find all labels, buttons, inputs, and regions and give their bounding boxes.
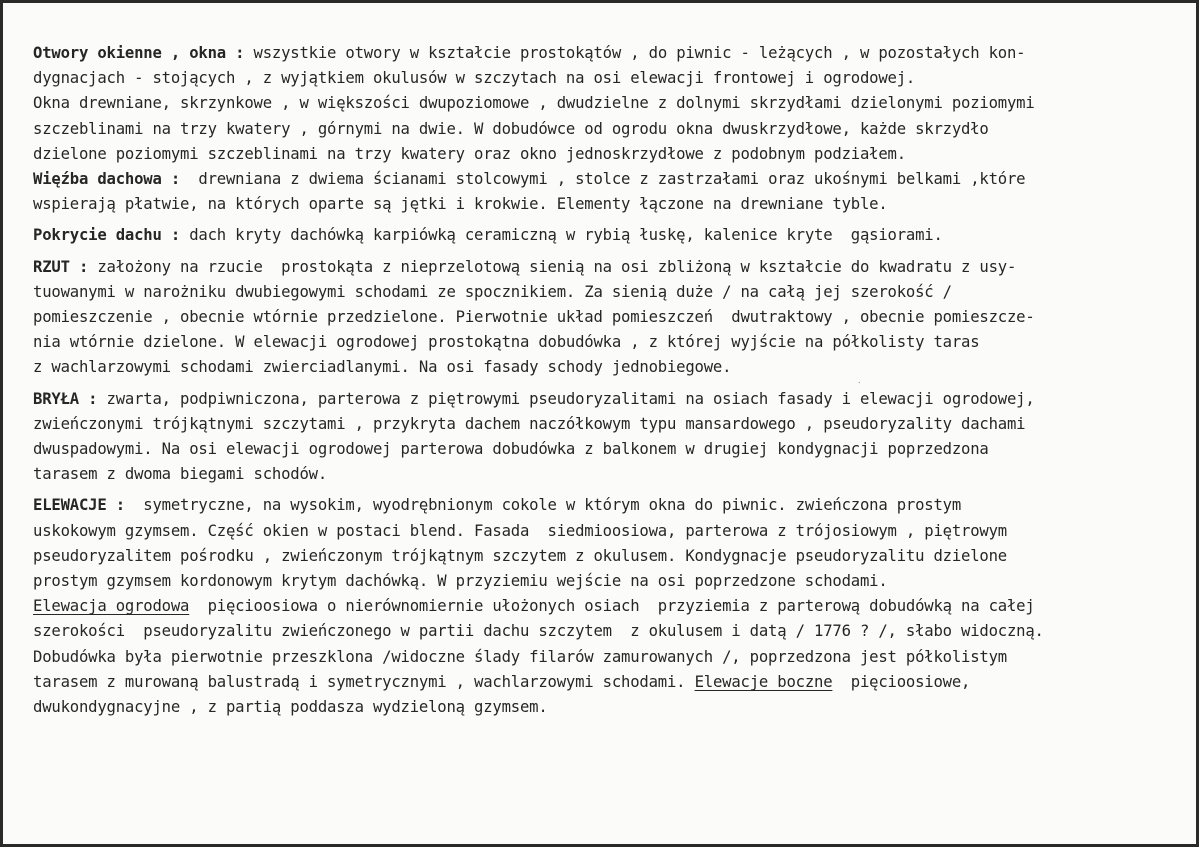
text-line: z wachlarzowymi schodami zwierciadlanymi. Na osi fasady schody jednobiegowe. (33, 358, 732, 377)
text-line: wspierają płatwie, na których oparte są jętki i krokwie. Elementy łączone na drewniane tyble. (33, 195, 888, 214)
paragraph-roofing (33, 223, 1183, 248)
text-line: Okna drewniane, skrzynkowe , w większości dwupoziomowe , dwudzielne z dolnymi skrzydłami dzielonymi poziomymi (33, 94, 1035, 113)
text-line: zwieńczonymi trójkątnymi szczytami , przykryta dachem naczółkowym typu mansardowego , pseudoryzality dachami (33, 414, 1026, 433)
text-line: prostym gzymsem kordonowym krytym dachówką. W przyziemiu wejście na osi poprzedzone schodami. (33, 572, 888, 591)
text-line: Dobudówka była pierwotnie przeszklona /widoczne ślady filarów zamurowanych /, poprzedzona jest półkolistym (33, 647, 1007, 666)
text-line: dach kryty dachówką karpiówką ceramiczną w rybią łuskę, kalenice kryte gąsiorami. (180, 226, 943, 245)
text-line: wszystkie otwory w kształcie prostokątów , do piwnic - leżących , w pozostałych kon- (244, 44, 1026, 62)
text-line: pięcioosiowe, (832, 672, 971, 691)
heading-roof-truss: Więźba dachowa : (33, 170, 181, 189)
heading-side-elevations: Elewacje boczne (694, 672, 833, 691)
text-line: dwukondygnacyjne , z partią poddasza wydzieloną gzymsem. (33, 698, 548, 717)
text-line: pseudoryzalitem pośrodku , zwieńczonym trójkątnym szczytem z okulusem. Kondygnacje pseudoryzalitu dzielone (33, 546, 1007, 565)
speck-mark: ⸱ (858, 378, 861, 389)
text-line: tarasem z dwoma biegami schodów. (33, 465, 328, 484)
text-line: dzielone poziomymi szczeblinami na trzy kwatery oraz okno jednoskrzydłowe z podobnym podziałem. (33, 144, 906, 163)
text-line: założony na rzucie prostokąta z nieprzelotową sienią na osi zbliżoną w kształcie do kwadratu z usy- (88, 257, 1017, 276)
text-line: dygnacjach - stojących , z wyjątkiem okulusów w szczytach na osi elewacji frontowej i ogrodowej. (33, 69, 916, 88)
text-line: uskokowym gzymsem. Część okien w postaci blend. Fasada siedmioosiowa, parterowa z trójosiowym , piętrowym (33, 521, 1007, 540)
paragraph-elevations (33, 493, 1183, 720)
paragraph-roof-truss (33, 167, 1183, 217)
text-line: szczeblinami na trzy kwatery , górnymi na dwie. W dobudówce od ogrodu okna dwuskrzydłowe, każde skrzydło (33, 119, 989, 138)
paragraph-massing (33, 387, 1183, 488)
document-body (33, 41, 1183, 720)
text-line: pomieszczenie , obecnie wtórnie przedzielone. Pierwotnie układ pomieszczeń dwutraktowy , obecnie pomieszcze- (33, 308, 1035, 327)
text-line: zwarta, podpiwniczona, parterowa z piętrowymi pseudoryzalitami na osiach fasady i elewacji ogrodowej, (97, 389, 1035, 408)
text-line: tuowanymi w narożniku dwubiegowymi schodami ze spocznikiem. Za sienią duże / na całą jej szerokość / (33, 282, 952, 301)
heading-massing: BRYŁA : (33, 389, 98, 408)
text-line: symetryczne, na wysokim, wyodrębnionym cokole w którym okna do piwnic. zwieńczona prostym (124, 496, 962, 515)
text-line: nia wtórnie dzielone. W elewacji ogrodowej prostokątna dobudówka , z której wyjście na półkolisty taras (33, 333, 980, 352)
text-line: dwuspadowymi. Na osi elewacji ogrodowej parterowa dobudówka z balkonem w drugiej kondygnacji poprzedzona (33, 440, 989, 459)
heading-roofing: Pokrycie dachu : (33, 226, 181, 245)
text-line: tarasem z murowaną balustradą i symetrycznymi , wachlarzowymi schodami. (33, 672, 695, 691)
heading-plan: RZUT : (33, 257, 89, 276)
text-line: szerokości pseudoryzalitu zwieńczonego w partii dachu szczytem z okulusem i datą / 1776 ? /, słabo widoczną. (33, 622, 1044, 641)
paragraph-plan (33, 255, 1183, 381)
heading-garden-elevation: Elewacja ogrodowa (33, 597, 190, 616)
paragraph-windows (33, 41, 1183, 167)
scanned-page (3, 3, 1196, 844)
text-line: pięcioosiowa o nierównomiernie ułożonych osiach przyziemia z parterową dobudówką na całej (189, 597, 1035, 616)
heading-windows: Otwory okienne , okna : (33, 44, 245, 62)
text-line: drewniana z dwiema ścianami stolcowymi , stolce z zastrzałami oraz ukośnymi belkami ,które (180, 170, 1026, 189)
heading-elevations: ELEWACJE : (33, 496, 125, 515)
